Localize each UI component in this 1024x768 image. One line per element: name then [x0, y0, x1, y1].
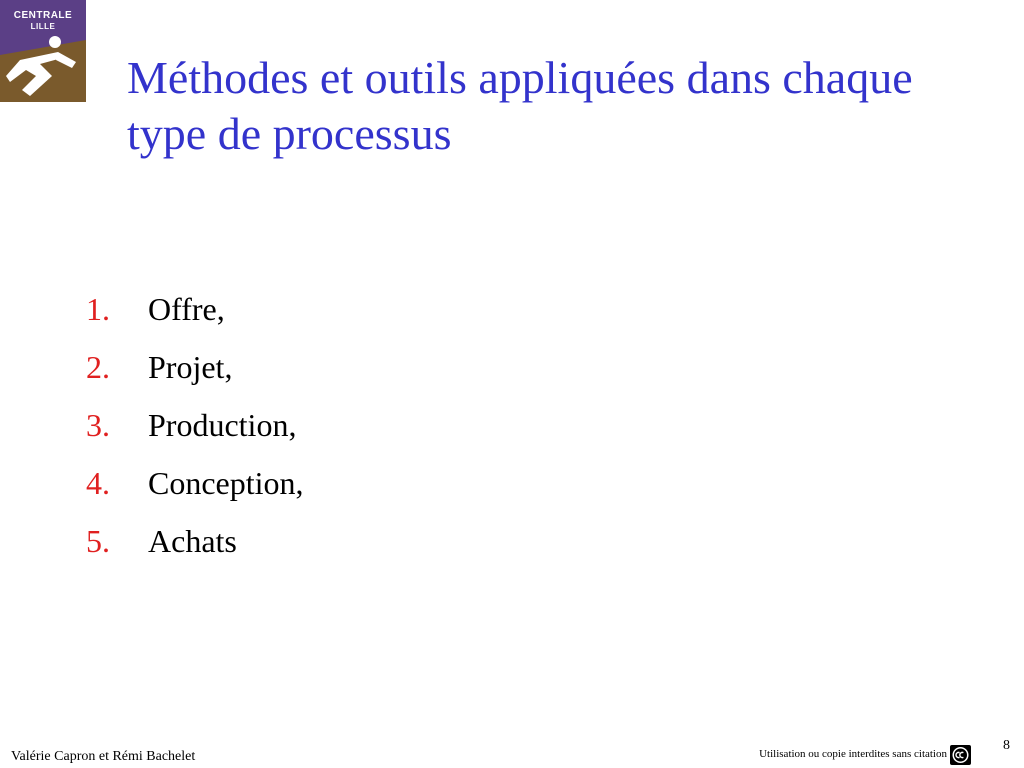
item-number: 3. [86, 407, 110, 443]
footer-author: Valérie Capron et Rémi Bachelet [11, 749, 196, 764]
logo-line-1: CENTRALE [13, 10, 73, 21]
item-label: Conception, [148, 465, 304, 501]
process-list [86, 280, 304, 570]
item-number: 2. [86, 349, 110, 385]
footer-notice: Utilisation ou copie interdites sans citation [759, 748, 947, 760]
item-number: 1. [86, 291, 110, 327]
item-label: Projet, [148, 349, 233, 385]
page-number: 8 [1003, 738, 1010, 753]
list-item [86, 280, 304, 338]
item-label: Production, [148, 407, 297, 443]
slide-title: Méthodes et outils appliquées dans chaque type de processus [127, 52, 913, 159]
item-number: 4. [86, 465, 110, 501]
item-label: Achats [148, 523, 237, 559]
list-item [86, 454, 304, 512]
list-item [86, 396, 304, 454]
item-number: 5. [86, 523, 110, 559]
creative-commons-icon [950, 745, 971, 765]
centrale-lille-logo [0, 0, 86, 102]
logo-line-2: LILLE [30, 22, 56, 31]
item-label: Offre, [148, 291, 225, 327]
list-item [86, 338, 304, 396]
list-item [86, 512, 304, 570]
